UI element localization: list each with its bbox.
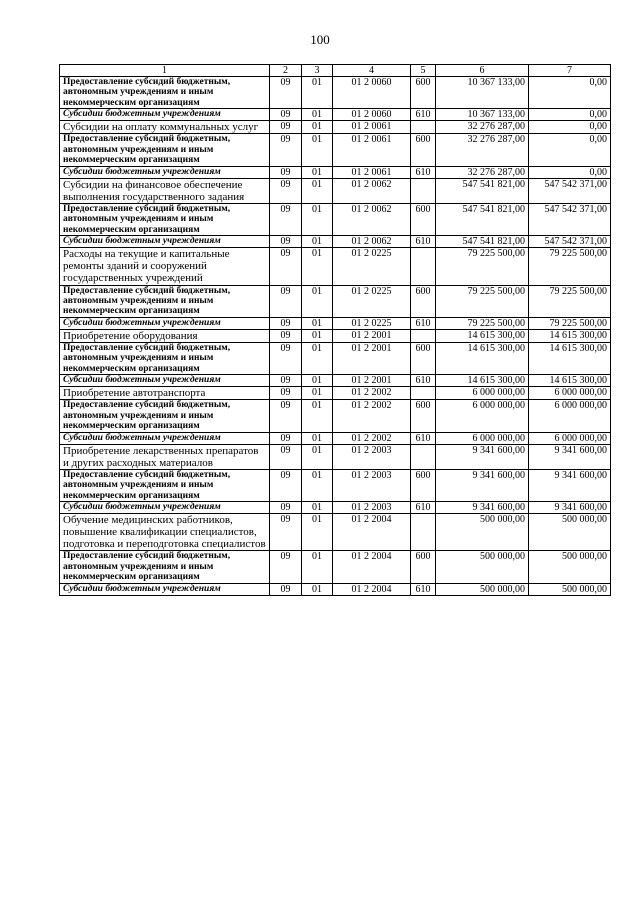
- row-name: Субсидии бюджетным учреждениям: [60, 432, 270, 444]
- amount-col6: 500 000,00: [436, 551, 529, 583]
- subsection-code: 01: [302, 551, 333, 583]
- amount-col6: 9 341 600,00: [436, 469, 529, 501]
- subsection-code: 01: [302, 329, 333, 342]
- subsection-code: 01: [302, 387, 333, 400]
- expense-type-code: 610: [411, 109, 436, 121]
- amount-col6: 14 615 300,00: [436, 375, 529, 387]
- expense-type-code: 610: [411, 236, 436, 248]
- subsection-code: 01: [302, 134, 333, 166]
- subsection-code: 01: [302, 77, 333, 109]
- amount-col6: 500 000,00: [436, 514, 529, 551]
- subsection-code: 01: [302, 444, 333, 469]
- subsection-code: 01: [302, 285, 333, 317]
- expense-type-code: 600: [411, 77, 436, 109]
- section-code: 09: [270, 166, 302, 178]
- amount-col7: 0,00: [529, 77, 611, 109]
- row-name: Расходы на текущие и капитальные ремонты зданий и сооружений государственных учреждений: [60, 248, 270, 285]
- amount-col6: 6 000 000,00: [436, 387, 529, 400]
- expense-type-code: 610: [411, 502, 436, 514]
- section-code: 09: [270, 432, 302, 444]
- table-row: [60, 432, 611, 444]
- target-code: 01 2 2004: [333, 583, 411, 595]
- expense-type-code: 610: [411, 166, 436, 178]
- amount-col7: 0,00: [529, 121, 611, 134]
- amount-col6: 14 615 300,00: [436, 342, 529, 374]
- target-code: 01 2 2003: [333, 469, 411, 501]
- subsection-code: 01: [302, 317, 333, 329]
- target-code: 01 2 2003: [333, 502, 411, 514]
- amount-col6: 79 225 500,00: [436, 317, 529, 329]
- amount-col7: 79 225 500,00: [529, 317, 611, 329]
- table-row: [60, 551, 611, 583]
- amount-col6: 32 276 287,00: [436, 121, 529, 134]
- target-code: 01 2 0062: [333, 203, 411, 235]
- target-code: 01 2 0061: [333, 134, 411, 166]
- target-code: 01 2 0062: [333, 236, 411, 248]
- section-code: 09: [270, 551, 302, 583]
- row-name: Субсидии на финансовое обеспечение выполнения государственного задания: [60, 178, 270, 203]
- subsection-code: 01: [302, 583, 333, 595]
- amount-col7: 500 000,00: [529, 551, 611, 583]
- expense-type-code: [411, 121, 436, 134]
- subsection-code: 01: [302, 502, 333, 514]
- row-name: Предоставление субсидий бюджетным, автономным учреждениям и иным некоммерческим организациям: [60, 134, 270, 166]
- expense-type-code: [411, 248, 436, 285]
- table-row: [60, 387, 611, 400]
- section-code: 09: [270, 121, 302, 134]
- section-code: 09: [270, 342, 302, 374]
- target-code: 01 2 0060: [333, 77, 411, 109]
- expense-type-code: 610: [411, 317, 436, 329]
- amount-col7: 500 000,00: [529, 514, 611, 551]
- row-name: Субсидии бюджетным учреждениям: [60, 166, 270, 178]
- target-code: 01 2 2003: [333, 444, 411, 469]
- table-row: [60, 109, 611, 121]
- amount-col7: 6 000 000,00: [529, 400, 611, 432]
- expense-type-code: [411, 514, 436, 551]
- target-code: 01 2 2001: [333, 342, 411, 374]
- amount-col6: 9 341 600,00: [436, 444, 529, 469]
- amount-col6: 500 000,00: [436, 583, 529, 595]
- subsection-code: 01: [302, 400, 333, 432]
- table-row: [60, 77, 611, 109]
- expense-type-code: 600: [411, 134, 436, 166]
- amount-col7: 9 341 600,00: [529, 502, 611, 514]
- table-row: [60, 248, 611, 285]
- section-code: 09: [270, 285, 302, 317]
- subsection-code: 01: [302, 121, 333, 134]
- amount-col7: 79 225 500,00: [529, 248, 611, 285]
- amount-col6: 79 225 500,00: [436, 285, 529, 317]
- row-name: Приобретение автотранспорта: [60, 387, 270, 400]
- amount-col7: 79 225 500,00: [529, 285, 611, 317]
- section-code: 09: [270, 317, 302, 329]
- section-code: 09: [270, 583, 302, 595]
- section-code: 09: [270, 109, 302, 121]
- table-row: [60, 583, 611, 595]
- amount-col6: 32 276 287,00: [436, 166, 529, 178]
- row-name: Субсидии бюджетным учреждениям: [60, 375, 270, 387]
- amount-col7: 500 000,00: [529, 583, 611, 595]
- table-row: [60, 444, 611, 469]
- amount-col6: 32 276 287,00: [436, 134, 529, 166]
- expense-type-code: 600: [411, 400, 436, 432]
- amount-col7: 547 542 371,00: [529, 178, 611, 203]
- column-header: 2: [270, 65, 302, 77]
- amount-col6: 9 341 600,00: [436, 502, 529, 514]
- expense-type-code: 600: [411, 551, 436, 583]
- table-row: [60, 329, 611, 342]
- column-header: 3: [302, 65, 333, 77]
- table-row: [60, 134, 611, 166]
- page-number: 100: [310, 32, 330, 47]
- expense-type-code: [411, 444, 436, 469]
- section-code: 09: [270, 178, 302, 203]
- table-row: [60, 203, 611, 235]
- subsection-code: 01: [302, 469, 333, 501]
- subsection-code: 01: [302, 236, 333, 248]
- row-name: Субсидии бюджетным учреждениям: [60, 583, 270, 595]
- column-header: 7: [529, 65, 611, 77]
- target-code: 01 2 2001: [333, 329, 411, 342]
- section-code: 09: [270, 469, 302, 501]
- target-code: 01 2 0225: [333, 317, 411, 329]
- row-name: Приобретение лекарственных препаратов и других расходных материалов: [60, 444, 270, 469]
- amount-col7: 9 341 600,00: [529, 469, 611, 501]
- section-code: 09: [270, 248, 302, 285]
- row-name: Субсидии бюджетным учреждениям: [60, 317, 270, 329]
- table-row: [60, 285, 611, 317]
- target-code: 01 2 0225: [333, 285, 411, 317]
- table-row: [60, 400, 611, 432]
- section-code: 09: [270, 502, 302, 514]
- row-name: Предоставление субсидий бюджетным, автономным учреждениям и иным некоммерческим организациям: [60, 77, 270, 109]
- amount-col6: 6 000 000,00: [436, 400, 529, 432]
- expense-type-code: 600: [411, 203, 436, 235]
- amount-col7: 14 615 300,00: [529, 342, 611, 374]
- row-name: Предоставление субсидий бюджетным, автономным учреждениям и иным некоммерческим организациям: [60, 285, 270, 317]
- expense-type-code: 600: [411, 285, 436, 317]
- target-code: 01 2 0062: [333, 178, 411, 203]
- section-code: 09: [270, 134, 302, 166]
- target-code: 01 2 2002: [333, 432, 411, 444]
- row-name: Предоставление субсидий бюджетным, автономным учреждениям и иным некоммерческим организациям: [60, 342, 270, 374]
- expense-type-code: 600: [411, 469, 436, 501]
- table-row: [60, 236, 611, 248]
- row-name: Субсидии бюджетным учреждениям: [60, 502, 270, 514]
- subsection-code: 01: [302, 248, 333, 285]
- subsection-code: 01: [302, 432, 333, 444]
- section-code: 09: [270, 236, 302, 248]
- row-name: Субсидии бюджетным учреждениям: [60, 236, 270, 248]
- target-code: 01 2 2004: [333, 551, 411, 583]
- target-code: 01 2 2002: [333, 400, 411, 432]
- section-code: 09: [270, 77, 302, 109]
- subsection-code: 01: [302, 375, 333, 387]
- column-header: 6: [436, 65, 529, 77]
- expense-type-code: 610: [411, 432, 436, 444]
- expense-type-code: [411, 178, 436, 203]
- section-code: 09: [270, 203, 302, 235]
- section-code: 09: [270, 400, 302, 432]
- section-code: 09: [270, 444, 302, 469]
- section-code: 09: [270, 329, 302, 342]
- column-header: 1: [60, 65, 270, 77]
- row-name: Предоставление субсидий бюджетным, автономным учреждениям и иным некоммерческим организациям: [60, 400, 270, 432]
- amount-col6: 14 615 300,00: [436, 329, 529, 342]
- target-code: 01 2 0061: [333, 166, 411, 178]
- target-code: 01 2 0061: [333, 121, 411, 134]
- amount-col7: 0,00: [529, 109, 611, 121]
- subsection-code: 01: [302, 166, 333, 178]
- table-row: [60, 514, 611, 551]
- amount-col6: 547 541 821,00: [436, 203, 529, 235]
- table-row: [60, 469, 611, 501]
- subsection-code: 01: [302, 109, 333, 121]
- row-name: Субсидии бюджетным учреждениям: [60, 109, 270, 121]
- amount-col7: 0,00: [529, 134, 611, 166]
- amount-col6: 547 541 821,00: [436, 178, 529, 203]
- row-name: Субсидии на оплату коммунальных услуг: [60, 121, 270, 134]
- table-row: [60, 178, 611, 203]
- subsection-code: 01: [302, 514, 333, 551]
- table-row: [60, 342, 611, 374]
- table-row: [60, 502, 611, 514]
- target-code: 01 2 0225: [333, 248, 411, 285]
- target-code: 01 2 2002: [333, 387, 411, 400]
- amount-col7: 6 000 000,00: [529, 432, 611, 444]
- amount-col6: 547 541 821,00: [436, 236, 529, 248]
- table-row: [60, 317, 611, 329]
- row-name: Предоставление субсидий бюджетным, автономным учреждениям и иным некоммерческим организациям: [60, 469, 270, 501]
- subsection-code: 01: [302, 203, 333, 235]
- section-code: 09: [270, 387, 302, 400]
- column-header: 5: [411, 65, 436, 77]
- target-code: 01 2 0060: [333, 109, 411, 121]
- subsection-code: 01: [302, 178, 333, 203]
- section-code: 09: [270, 514, 302, 551]
- expense-type-code: [411, 387, 436, 400]
- amount-col6: 79 225 500,00: [436, 248, 529, 285]
- amount-col7: 547 542 371,00: [529, 236, 611, 248]
- row-name: Обучение медицинских работников, повышение квалификации специалистов, подготовка и переподготовка специалистов: [60, 514, 270, 551]
- table-row: [60, 375, 611, 387]
- target-code: 01 2 2004: [333, 514, 411, 551]
- subsection-code: 01: [302, 342, 333, 374]
- expense-type-code: 610: [411, 375, 436, 387]
- amount-col7: 14 615 300,00: [529, 375, 611, 387]
- budget-table: [59, 64, 611, 596]
- expense-type-code: 610: [411, 583, 436, 595]
- row-name: Приобретение оборудования: [60, 329, 270, 342]
- target-code: 01 2 2001: [333, 375, 411, 387]
- expense-type-code: 600: [411, 342, 436, 374]
- table-row: [60, 121, 611, 134]
- amount-col7: 6 000 000,00: [529, 387, 611, 400]
- amount-col6: 10 367 133,00: [436, 77, 529, 109]
- section-code: 09: [270, 375, 302, 387]
- column-header: 4: [333, 65, 411, 77]
- amount-col7: 547 542 371,00: [529, 203, 611, 235]
- expense-type-code: [411, 329, 436, 342]
- table-row: [60, 166, 611, 178]
- amount-col6: 10 367 133,00: [436, 109, 529, 121]
- amount-col7: 0,00: [529, 166, 611, 178]
- amount-col7: 9 341 600,00: [529, 444, 611, 469]
- row-name: Предоставление субсидий бюджетным, автономным учреждениям и иным некоммерческим организациям: [60, 203, 270, 235]
- amount-col6: 6 000 000,00: [436, 432, 529, 444]
- row-name: Предоставление субсидий бюджетным, автономным учреждениям и иным некоммерческим организациям: [60, 551, 270, 583]
- header-row: [60, 65, 611, 77]
- amount-col7: 14 615 300,00: [529, 329, 611, 342]
